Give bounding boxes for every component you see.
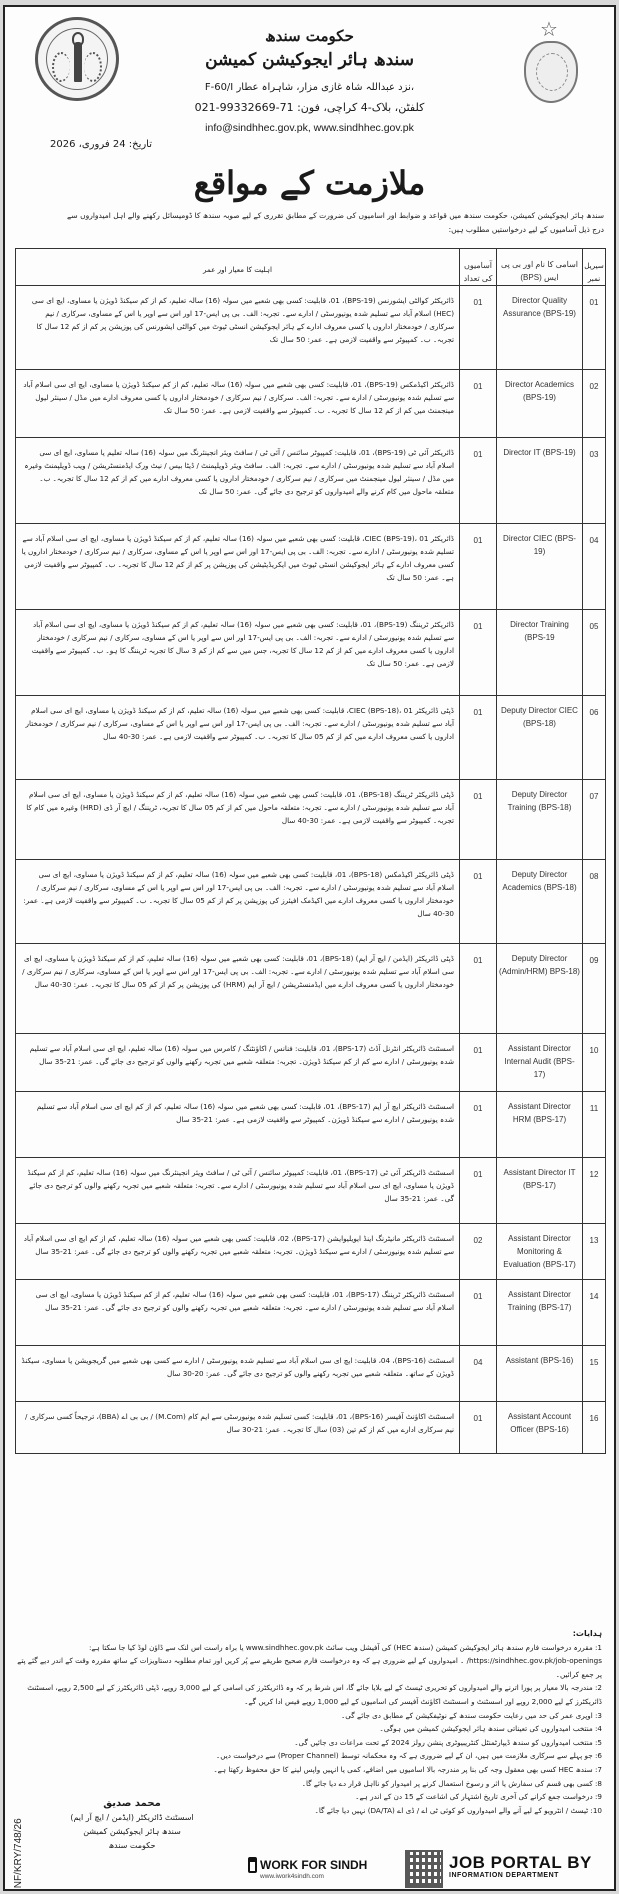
table-header-row [16, 249, 606, 286]
vacancies-table [15, 248, 606, 1454]
star-icon: ☆ [540, 17, 558, 41]
serial-cell: 10 [583, 1034, 606, 1092]
iwork-for-sindh-logo [248, 1857, 388, 1880]
instruction-item: 2: مندرجہ بالا معیار پر پورا اترنے والے امیدواروں کو تحریری ٹیسٹ کے لیے بلایا جائے گا، اس شرط پر کہ وہ ڈائریکٹرز کی اسامی کے لیے 3,000 روپے، ڈپٹی ڈائریکٹرز کے لیے 2,500 روپے، اسسٹنٹ ڈائریکٹرز کے لیے 2,000 روپے اور اسسٹنٹ و اسسٹنٹ اکاؤنٹ آفیسر کی اسامیوں کے لیے 1,000 روپے فیس ادا کریں گے۔ [27, 1683, 602, 1706]
intro-paragraph: سندھ ہائر ایجوکیشن کمیشن، حکومت سندھ میں قواعد و ضوابط اور اسامیوں کی ضرورت کے مطابق تقرری کے لیے صوبہ سندھ کا ڈومیسائل رکھنے والے اہل امیدواروں سے درج ذیل آسامیوں کے لیے درخواستیں مطلوب ہیں: [67, 211, 604, 234]
post-count-cell: 01 [460, 1092, 497, 1158]
post-name-cell: Deputy Director (Admin/HRM) BPS-18) [497, 944, 583, 1034]
post-count-cell: 01 [460, 370, 497, 438]
post-count-cell: 01 [460, 1034, 497, 1092]
signatory-designation: اسسٹنٹ ڈائریکٹر (ایڈمن / ایچ آر ایم) [70, 1813, 194, 1822]
table-row [16, 1280, 606, 1346]
serial-cell: 12 [583, 1158, 606, 1224]
instruction-item: 9: درخواست جمع کرانے کی آخری تاریخ اشتہار کی اشاعت کے 15 دن کے اندر ہے۔ [355, 1792, 602, 1802]
post-count-cell: 01 [460, 696, 497, 780]
qualification-cell: اسسٹنٹ ڈائریکٹر ایچ آر ایم (BPS-17)، 01، قابلیت: کسی بھی شعبے میں سولہ (16) سالہ تعلیم، کم از کم ایچ ای سی اسلام آباد سے تسلیم شدہ یونیورسٹی / ادارے سے سیکنڈ ڈویژن۔ کمپیوٹر سے واقفیت لازمی ہے۔ عمر: 21-35 سال [16, 1092, 460, 1158]
table-row [16, 860, 606, 944]
header-post: اسامی کا نام اور بی پی ایس (BPS) [497, 249, 583, 286]
table-row [16, 780, 606, 860]
instruction-item: 8: کسی بھی قسم کی سفارش یا اثر و رسوخ استعمال کرنے پر امیدوار کو نااہل قرار دے دیا جائے گا۔ [301, 1778, 602, 1788]
serial-cell: 09 [583, 944, 606, 1034]
qualification-cell: اسسٹنٹ ڈائریکٹر آئی ٹی (BPS-17)، 01، قابلیت: کمپیوٹر سائنس / آئی ٹی / سافٹ ویئر انجینئرنگ میں سولہ (16) سالہ تعلیم، کم از کم سیکنڈ ڈویژن یا مساوی، ایچ ای سی اسلام آباد سے تسلیم شدہ یونیورسٹی / ادارے سے۔ تجربہ: متعلقہ شعبے میں تجربہ رکھنے والوں کو ترجیح دی جائے گی۔ عمر: 21-35 سال [16, 1158, 460, 1224]
table-row [16, 1092, 606, 1158]
header [5, 7, 614, 157]
qualification-cell: اسسٹنٹ (BPS-16)، 04، قابلیت: ایچ ای سی اسلام آباد سے تسلیم شدہ یونیورسٹی / ادارے سے کسی بھی شعبے میں گریجویشن یا مساوی، سیکنڈ ڈویژن کے ساتھ۔ متعلقہ شعبے میں تجربہ رکھنے والوں کو ترجیح دی جائے گی۔ عمر: 20-30 سال [16, 1346, 460, 1402]
qualification-cell: اسسٹنٹ ڈائریکٹر مانیٹرنگ اینڈ ایویلیوایشن (BPS-17)، 02، قابلیت: کسی بھی شعبے میں سولہ (16) سالہ تعلیم، کم از کم ایچ ای سی اسلام آباد سے تسلیم شدہ یونیورسٹی / ادارے سے سیکنڈ ڈویژن۔ تجربہ: متعلقہ شعبے میں تجربہ رکھنے والوں کو ترجیح دی جائے گی۔ عمر: 21-35 سال [16, 1224, 460, 1280]
post-count-cell: 01 [460, 524, 497, 610]
table-row [16, 1034, 606, 1092]
header-text [5, 25, 614, 139]
commission-name: سندھ ہائر ایجوکیشن کمیشن [205, 50, 414, 70]
post-name-cell: Deputy Director Academics (BPS-18) [497, 860, 583, 944]
instruction-item: 3: اوپری عمر کی حد میں رعایت حکومت سندھ کے نوٹیفکیشن کے مطابق دی جائے گی۔ [341, 1710, 602, 1720]
signatory-gov: حکومت سندھ [108, 1841, 156, 1850]
advertisement-date: تاریخ: 24 فروری، 2026 [50, 139, 153, 150]
post-name-cell: Director IT (BPS-19) [497, 438, 583, 524]
post-count-cell: 01 [460, 438, 497, 524]
qualification-cell: ڈائریکٹر ٹریننگ (BPS-19)، 01، قابلیت: کسی بھی شعبے میں سولہ (16) سالہ تعلیم، کم از کم سیکنڈ ڈویژن یا مساوی، ایچ ای سی اسلام آباد سے تسلیم شدہ یونیورسٹی / ادارے سے۔ تجربہ: الف۔ بی پی ایس-17 اور اس سے اوپر یا اس کے مساوی، سرکاری / نیم سرکاری / خودمختار اداروں یا کسی معروف ادارے میں کم از کم 12 سال کا تجربہ، جس میں سے کم از کم 3 سال کا تجربہ ٹریننگ کا ہو۔ ب۔ کمپیوٹر سے واقفیت لازمی ہے۔ عمر: 50 سال تک [16, 610, 460, 696]
table-row [16, 1158, 606, 1224]
table-row [16, 944, 606, 1034]
post-count-cell: 01 [460, 944, 497, 1034]
post-name-cell: Assistant Director Internal Audit (BPS-17) [497, 1034, 583, 1092]
serial-cell: 04 [583, 524, 606, 610]
serial-cell: 14 [583, 1280, 606, 1346]
table-row [16, 524, 606, 610]
qualification-cell: اسسٹنٹ اکاؤنٹ آفیسر (BPS-16)، 01، قابلیت: کسی تسلیم شدہ یونیورسٹی سے ایم کام (M.Com) / بی بی اے (BBA)، ترجیحاً کسی سرکاری / نیم سرکاری ادارے میں کم از کم تین (03) سال کا تجربہ۔ عمر: 21-30 سال [16, 1402, 460, 1454]
qualification-cell: ڈپٹی ڈائریکٹر اکیڈمکس (BPS-18)، 01، قابلیت: کسی بھی شعبے میں سولہ (16) سالہ تعلیم، کم از کم سیکنڈ ڈویژن یا مساوی، ایچ ای سی اسلام آباد سے تسلیم شدہ یونیورسٹی / ادارے سے۔ تجربہ: الف۔ بی پی ایس-17 اور اس سے اوپر یا اس کے مساوی، سرکاری / نیم سرکاری / خودمختار اداروں یا کسی معروف ادارے میں اکیڈمک افیئرز کی پوزیشن پر کم از کم 05 سال کا تجربہ۔ ب۔ کمپیوٹر سے واقفیت لازمی ہے۔ عمر: 30-40 سال [16, 860, 460, 944]
instructions-section [15, 1627, 602, 1817]
portal-subtitle: INFORMATION DEPARTMENT [449, 1872, 559, 1879]
iwork-brand-text: WORK FOR SINDH [260, 1858, 368, 1872]
header-count: آسامیوں کی تعداد [460, 249, 497, 286]
qr-code-icon [405, 1850, 443, 1888]
i-letter-icon [248, 1857, 257, 1873]
post-count-cell: 04 [460, 1346, 497, 1402]
instruction-item: 4: منتخب امیدواروں کی تعیناتی سندھ ہائر ایجوکیشن کمیشن میں ہوگی۔ [379, 1724, 602, 1734]
post-name-cell: Assistant (BPS-16) [497, 1346, 583, 1402]
job-advertisement-page [3, 5, 616, 1891]
signature-block [67, 1797, 197, 1853]
post-name-cell: Assistant Director HRM (BPS-17) [497, 1092, 583, 1158]
address-line-2: کلفٹن، بلاک-4 کراچی، فون: 71-99332669-021 [194, 101, 425, 114]
post-name-cell: Assistant Director IT (BPS-17) [497, 1158, 583, 1224]
table-row [16, 1346, 606, 1402]
instruction-item: 6: جو پہلے سے سرکاری ملازمت میں ہیں، ان کے لیے ضروری ہے کہ وہ محکمانہ توسط (Proper Channel) سے درخواست دیں۔ [216, 1751, 602, 1761]
serial-cell: 11 [583, 1092, 606, 1158]
post-name-cell: Director Training (BPS-19 [497, 610, 583, 696]
reference-number: INF/KRY/748/26 [13, 1818, 24, 1891]
instruction-item: 1: مقررہ درخواست فارم سندھ ہائر ایجوکیشن کمیشن (سندھ HEC) کی آفیشل ویب سائٹ www.sindhhec.gov.pk یا براہ راست اس لنک سے ڈاؤن لوڈ کیا جا سکتا ہے: https://sindhhec.gov.pk/job-openings/ ۔ امیدواروں کے لیے ضروری ہے کہ وہ درخواست فارم صحیح طریقے سے پُر کریں اور تمام مطلوبہ دستاویزات کے ساتھ مقررہ وقت کے اندر دیے گئے پتے پر جمع کرائیں۔ [17, 1642, 602, 1679]
serial-cell: 08 [583, 860, 606, 944]
table-row [16, 696, 606, 780]
serial-cell: 16 [583, 1402, 606, 1454]
qualification-cell: ڈپٹی ڈائریکٹر (ایڈمن / ایچ آر ایم) (BPS-18)، 01، قابلیت: کسی بھی شعبے میں سولہ (16) سالہ تعلیم، کم از کم سیکنڈ ڈویژن یا مساوی، ایچ ای سی اسلام آباد سے تسلیم شدہ یونیورسٹی / ادارے سے۔ تجربہ: الف۔ بی پی ایس-17 اور اس سے اوپر یا اس کے مساوی، سرکاری / نیم سرکاری / خودمختار اداروں یا کسی معروف ادارے میں ایڈمنسٹریشن / ایچ آر ایم (HRM) کی پوزیشن پر کم از کم 05 سال کا تجربہ۔ عمر: 30-40 سال [16, 944, 460, 1034]
post-count-cell: 01 [460, 286, 497, 370]
post-count-cell: 02 [460, 1224, 497, 1280]
instruction-item: 5: منتخب امیدواروں کو سندھ ڈیپارٹمنٹل کنٹریبیوٹری پنشن رولز 2024 کے تحت مراعات دی جائیں گی۔ [294, 1737, 602, 1747]
signatory-name: محمد صدیق [103, 1798, 161, 1809]
table-row [16, 1224, 606, 1280]
post-name-cell: Director Quality Assurance (BPS-19) [497, 286, 583, 370]
post-name-cell: Director CIEC (BPS-19) [497, 524, 583, 610]
table-row [16, 438, 606, 524]
table-row [16, 610, 606, 696]
post-name-cell: Deputy Director Training (BPS-18) [497, 780, 583, 860]
table-row [16, 286, 606, 370]
instruction-item: 7: سندھ HEC کسی بھی معقول وجہ کی بنا پر مندرجہ بالا اسامیوں میں اضافے، کمی یا انہیں واپس لینے کا حق محفوظ رکھتا ہے۔ [213, 1764, 602, 1774]
table-row [16, 370, 606, 438]
post-name-cell: Assistant Director Monitoring & Evaluation (BPS-17) [497, 1224, 583, 1280]
serial-cell: 05 [583, 610, 606, 696]
qualification-cell: اسسٹنٹ ڈائریکٹر ٹریننگ (BPS-17)، 01، قابلیت: کسی بھی شعبے میں سولہ (16) سالہ تعلیم، کم از کم سیکنڈ ڈویژن یا مساوی، ایچ ای سی اسلام آباد سے تسلیم شدہ یونیورسٹی / ادارے سے۔ تجربہ: متعلقہ شعبے میں تجربہ رکھنے والوں کو ترجیح دی جائے گی۔ عمر: 21-35 سال [16, 1280, 460, 1346]
post-name-cell: Assistant Director Training (BPS-17) [497, 1280, 583, 1346]
post-name-cell: Deputy Director CIEC (BPS-18) [497, 696, 583, 780]
header-qualification: اہلیت کا معیار اور عمر [16, 249, 460, 286]
serial-cell: 01 [583, 286, 606, 370]
post-name-cell: Director Academics (BPS-19) [497, 370, 583, 438]
signatory-org: سندھ ہائر ایجوکیشن کمیشن [83, 1827, 181, 1836]
post-count-cell: 01 [460, 780, 497, 860]
qualification-cell: اسسٹنٹ ڈائریکٹر انٹرنل آڈٹ (BPS-17)، 01، قابلیت: فنانس / اکاؤنٹنگ / کامرس میں سولہ (16) سالہ تعلیم، ایچ ای سی اسلام آباد سے تسلیم شدہ یونیورسٹی / ادارے سے کم از کم سیکنڈ ڈویژن۔ تجربہ: متعلقہ شعبے میں تجربہ رکھنے والوں کو ترجیح دی جائے گی۔ عمر: 21-35 سال [16, 1034, 460, 1092]
serial-cell: 06 [583, 696, 606, 780]
post-count-cell: 01 [460, 610, 497, 696]
serial-cell: 02 [583, 370, 606, 438]
serial-cell: 15 [583, 1346, 606, 1402]
post-count-cell: 01 [460, 1158, 497, 1224]
serial-cell: 07 [583, 780, 606, 860]
qualification-cell: ڈائریکٹر کوالٹی ایشورنس (BPS-19)، 01، قابلیت: کسی بھی شعبے میں سولہ (16) سالہ تعلیم، کم از کم سیکنڈ ڈویژن یا مساوی، ایچ ای سی (HEC) اسلام آباد سے تسلیم شدہ یونیورسٹی / ادارے سے۔ تجربہ: الف۔ بی پی ایس-17 اور اس سے اوپر یا اس کے مساوی، سرکاری / نیم سرکاری / خودمختار اداروں یا کسی معروف ادارے کے ہائر ایجوکیشن انسٹی ٹیوٹ میں کوالٹی ایشورنس کی پوزیشن پر کم از کم 12 سال کا تجربہ۔ ب۔ کمپیوٹر سے واقفیت لازمی ہے۔ عمر: 50 سال تک [16, 286, 460, 370]
instructions-heading: ہدایات: [572, 1629, 602, 1638]
post-count-cell: 01 [460, 860, 497, 944]
qualification-cell: ڈپٹی ڈائریکٹر ٹریننگ (BPS-18)، 01، قابلیت: کسی بھی شعبے میں سولہ (16) سالہ تعلیم، کم از کم سیکنڈ ڈویژن یا مساوی، ایچ ای سی اسلام آباد سے تسلیم شدہ یونیورسٹی / ادارے سے۔ تجربہ: متعلقہ ماحول میں کم از کم 05 سال کا تجربہ، ٹریننگ / ایچ آر ڈی (HRD) وغیرہ میں کام کا تجربہ۔ کمپیوٹر سے واقفیت لازمی ہے۔ عمر: 30-40 سال [16, 780, 460, 860]
iwork-url[interactable]: www.iwork4sindh.com [260, 1873, 324, 1880]
post-count-cell: 01 [460, 1402, 497, 1454]
contact-info: info@sindhhec.gov.pk, www.sindhhec.gov.pk [205, 122, 414, 134]
qualification-cell: ڈپٹی ڈائریکٹر CIEC (BPS-18)، 01، قابلیت: کسی بھی شعبے میں سولہ (16) سالہ تعلیم، کم از کم سیکنڈ ڈویژن یا مساوی، ایچ ای سی اسلام آباد سے تسلیم شدہ یونیورسٹی / ادارے سے۔ تجربہ: الف۔ بی پی ایس-17 اور اس سے اوپر یا اس کے مساوی، سرکاری / نیم سرکاری / خودمختار اداروں یا کسی معروف ادارے میں کم از کم 05 سال کا تجربہ۔ ب۔ کمپیوٹر سے واقفیت لازمی ہے۔ عمر: 30-40 سال [16, 696, 460, 780]
table-row [16, 1402, 606, 1454]
address-line-1: F-60/I نزد عبداللہ شاہ غازی مزار، شاہراہ عطار، [204, 82, 415, 93]
header-serial: سیریل نمبر [583, 249, 606, 286]
qualification-cell: ڈائریکٹر اکیڈمکس (BPS-19)، 01، قابلیت: کسی بھی شعبے میں سولہ (16) سالہ تعلیم، کم از کم سیکنڈ ڈویژن یا مساوی، ایچ ای سی اسلام آباد سے تسلیم شدہ یونیورسٹی / ادارے سے۔ تجربہ: الف۔ سرکاری / نیم سرکاری / خودمختار اداروں یا کسی معروف ادارے میں مڈل / سینئر لیول مینجمنٹ میں کم از کم 12 سال کا تجربہ۔ ب۔ کمپیوٹر سے واقفیت لازمی ہے۔ عمر: 50 سال تک [16, 370, 460, 438]
qualification-cell: ڈائریکٹر آئی ٹی (BPS-19)، 01، قابلیت: کمپیوٹر سائنس / آئی ٹی / سافٹ ویئر انجینئرنگ میں سولہ (16) سالہ تعلیم یا مساوی، ایچ ای سی اسلام آباد سے تسلیم شدہ یونیورسٹی / ادارے سے۔ تجربہ: الف۔ سافٹ ویئر ڈویلپمنٹ / ڈیٹا بیس / نیٹ ورک ایڈمنسٹریشن / ویب ڈویلپمنٹ وغیرہ میں مڈل / سینئر لیول مینجمنٹ میں سرکاری / نیم سرکاری / خودمختار اداروں یا کسی معروف ادارے میں کم از کم 12 سال کا تجربہ۔ ب۔ متعلقہ ماحول میں کام کرنے والے امیدواروں کو ترجیح دی جائے گی۔ عمر: 50 سال تک [16, 438, 460, 524]
serial-cell: 03 [583, 438, 606, 524]
post-count-cell: 01 [460, 1280, 497, 1346]
qualification-cell: ڈائریکٹر CIEC (BPS-19)، 01، قابلیت: کسی بھی شعبے میں سولہ (16) سالہ تعلیم، کم از کم سیکنڈ ڈویژن یا مساوی، ایچ ای سی اسلام آباد سے تسلیم شدہ یونیورسٹی / ادارے سے۔ تجربہ: الف۔ بی پی ایس-17 اور اس سے اوپر یا اس کے مساوی، سرکاری / نیم سرکاری / خودمختار اداروں یا کسی معروف ادارے کے ہائر ایجوکیشن انسٹی ٹیوٹ میں ایکریڈیٹیشن کی پوزیشن پر کم از کم 12 سال کا تجربہ۔ ب۔ کمپیوٹر سے واقفیت لازمی ہے۔ عمر: 50 سال تک [16, 524, 460, 610]
job-portal-logo [449, 1853, 614, 1879]
post-name-cell: Assistant Account Officer (BPS-16) [497, 1402, 583, 1454]
instruction-item: 10: ٹیسٹ / انٹرویو کے لیے آنے والے امیدواروں کو کوئی ٹی اے / ڈی اے (DA/TA) نہیں دیا جائے گا۔ [314, 1805, 602, 1815]
portal-title: JOB PORTAL BY [449, 1853, 592, 1872]
page-title: ملازمت کے مواقع [193, 164, 426, 202]
government-name: حکومت سندھ [265, 27, 354, 45]
serial-cell: 13 [583, 1224, 606, 1280]
